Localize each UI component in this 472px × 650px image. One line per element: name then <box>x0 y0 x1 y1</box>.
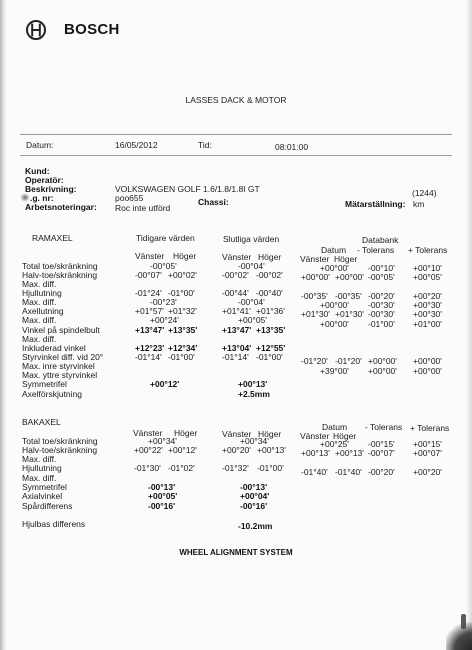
rear-plus-tolerance-header: + Tolerans <box>410 422 450 433</box>
front-final-value: +00°05' <box>238 315 267 326</box>
rear-previous-value: +00°34' <box>148 435 177 446</box>
front-measurement-label: Max. diff. <box>22 297 57 308</box>
rear-measurement-label: Hjullutning <box>22 463 62 474</box>
front-final-value: +2.5mm <box>238 388 270 399</box>
rear-measurement-label: Total toe/skränkning <box>22 435 98 446</box>
plus-tolerance-header: + Tolerans <box>408 245 448 255</box>
front-spec-right-value: +00°00' <box>335 271 364 282</box>
chassis-label: Chassi: <box>198 196 229 207</box>
rear-spec-right-value: +00°13' <box>335 447 364 458</box>
rear-previous-value: -00°13' <box>148 482 176 492</box>
front-final-left-value: -00°02' <box>222 269 249 280</box>
front-spec-left-value: +00°00' <box>301 271 330 282</box>
rear-measurement-label: Max. diff. <box>22 454 57 465</box>
front-previous-value: +00°12' <box>150 379 180 390</box>
rear-spec-right-header: Höger <box>333 430 357 441</box>
front-measurement-label: Max. yttre styrvinkel <box>22 370 98 381</box>
rear-previous-value: +00°05' <box>148 491 178 502</box>
work-notes-label: Arbetsnoteringar: <box>25 202 97 212</box>
rear-spec-value: +00°25' <box>320 438 349 449</box>
registration-label: .g. nr: <box>30 192 54 203</box>
rear-previous-left-value: -01°30' <box>134 463 161 474</box>
front-previous-value: -00°05' <box>150 260 177 271</box>
front-minus-tolerance-value: -00°30' <box>368 299 395 310</box>
rear-previous-right-header: Höger <box>174 427 198 438</box>
front-measurement-label: Max. diff. <box>22 333 57 344</box>
rear-plus-tolerance-value: +00°20' <box>413 466 442 477</box>
final-values-header: Slutliga värden <box>223 234 280 244</box>
rear-final-value: +00°04' <box>240 491 270 502</box>
wheelbase-diff-value: -10.2mm <box>238 520 273 531</box>
customer-label: Kund: <box>25 165 50 176</box>
front-spec-right-value: -01°20' <box>335 356 362 367</box>
vehicle-description: VOLKSWAGEN GOLF 1.6/1.8/1.8I GT <box>115 183 260 194</box>
odometer-label: Mätarställning: <box>345 199 406 209</box>
front-measurement-label: Axelförskjutning <box>22 388 83 399</box>
rear-plus-tolerance-value: +00°15' <box>413 438 442 449</box>
front-spec-right-value: +01°30' <box>335 309 364 320</box>
odometer-unit: km <box>413 199 425 209</box>
front-minus-tolerance-value: +00°00' <box>368 356 397 367</box>
rear-minus-tolerance-value: -00°07' <box>368 447 395 458</box>
front-final-right-value: -00°40' <box>256 287 283 298</box>
rear-final-value: -00°13' <box>240 482 268 492</box>
front-previous-left-value: -00°07' <box>135 269 162 280</box>
front-spec-value: +00°00' <box>320 299 349 310</box>
front-previous-right-value: -01°00' <box>168 352 195 362</box>
front-previous-right-value: -01°00' <box>168 287 195 298</box>
front-final-right-value: -01°00' <box>256 352 283 362</box>
system-footer: WHEEL ALIGNMENT SYSTEM <box>179 548 293 557</box>
front-measurement-label: Max. inre styrvinkel <box>22 361 95 372</box>
front-previous-right-value: +00°02' <box>168 269 197 280</box>
rear-plus-tolerance-value: +00°07' <box>413 447 442 458</box>
front-spec-right-value: -00°35' <box>335 290 362 301</box>
front-final-left-value: +13°04' <box>222 342 252 353</box>
front-previous-left-value: -01°14' <box>135 352 162 362</box>
front-measurement-label: Max. diff. <box>22 315 57 326</box>
rear-previous-right-value: -01°02' <box>168 463 195 474</box>
front-spec-left-value: -00°35' <box>301 290 328 301</box>
rear-final-right-value: -01°00' <box>257 463 284 474</box>
front-plus-tolerance-value: +00°30' <box>413 299 442 310</box>
front-previous-left-value: +12°23' <box>135 342 165 353</box>
front-previous-value: -00°23' <box>150 297 177 308</box>
front-final-right-value: -00°02' <box>256 269 283 280</box>
operator-label: Operatör: <box>25 174 64 185</box>
databank-code: (1244) <box>412 187 437 198</box>
rear-minus-tolerance-value: -00°20' <box>368 466 395 477</box>
front-minus-tolerance-value: -00°05' <box>368 271 395 282</box>
rear-previous-value: -00°16' <box>148 500 176 511</box>
rear-measurement-label: Symmetrifel <box>22 482 67 492</box>
rear-spec-left-header: Vänster <box>300 430 330 441</box>
front-previous-left-value: -01°24' <box>135 287 162 298</box>
brand-name: BOSCH <box>64 21 120 38</box>
front-plus-tolerance-value: +00°00' <box>413 356 442 367</box>
front-spec-value: +00°00' <box>320 262 349 273</box>
front-final-right-value: +12°55' <box>256 342 286 353</box>
front-axle-title: RAMAXEL <box>32 232 73 243</box>
front-plus-tolerance-value: +00°30' <box>413 309 442 320</box>
front-final-left-value: -00°44' <box>222 287 249 298</box>
previous-right-header: Höger <box>173 251 197 261</box>
rear-minus-tolerance-value: -00°15' <box>368 438 395 449</box>
time-value: 08:01:00 <box>275 142 309 152</box>
previous-left-header: Vänster <box>135 251 165 261</box>
date-label: Datum: <box>26 140 54 150</box>
front-minus-tolerance-value: +00°00' <box>368 365 397 376</box>
front-final-left-value: +13°47' <box>222 324 252 335</box>
rear-previous-left-header: Vänster <box>133 427 163 438</box>
final-right-header: Höger <box>258 252 282 262</box>
front-minus-tolerance-value: -00°10' <box>368 262 395 273</box>
previous-values-header: Tidigare värden <box>136 233 195 243</box>
rear-measurement-label: Spårdifferens <box>22 500 73 511</box>
front-measurement-label: Max. diff. <box>22 278 57 289</box>
front-previous-value: +00°24' <box>150 315 179 326</box>
minus-tolerance-header: - Tolerans <box>357 245 395 255</box>
front-minus-tolerance-value: -00°30' <box>368 309 395 320</box>
rear-final-left-value: +00°20' <box>222 444 251 455</box>
date-value: 16/05/2012 <box>115 140 158 150</box>
spec-right-header: Höger <box>334 253 358 264</box>
wheelbase-diff-label: Hjulbas differens <box>22 518 86 529</box>
front-measurement-label: Hjullutning <box>22 287 62 298</box>
front-previous-right-value: +12°34' <box>168 342 198 353</box>
front-measurement-label: Axellutning <box>22 306 64 317</box>
front-measurement-label: Vinkel på spindelbult <box>22 324 100 335</box>
description-label: Beskrivning: <box>25 183 77 194</box>
front-plus-tolerance-value: +01°00' <box>413 318 442 329</box>
front-plus-tolerance-value: +00°10' <box>413 262 442 273</box>
front-spec-value: +00°00' <box>320 318 349 329</box>
front-measurement-label: Halv-toe/skränkning <box>22 269 98 280</box>
rear-previous-right-value: +00°12' <box>168 444 197 455</box>
rear-axle-title: BAKAXEL <box>22 416 61 427</box>
front-measurement-label: Symmetrifel <box>22 379 67 390</box>
rear-minus-tolerance-header: - Tolerans <box>365 421 403 432</box>
rear-final-value: +00°34' <box>240 435 269 446</box>
rear-final-left-header: Vänster <box>222 428 252 439</box>
front-plus-tolerance-value: +00°05' <box>413 271 442 282</box>
front-minus-tolerance-value: -00°20' <box>368 290 395 301</box>
rear-measurement-label: Halv-toe/skränkning <box>22 444 98 455</box>
front-plus-tolerance-value: +00°20' <box>413 290 442 301</box>
time-label: Tid: <box>198 140 212 150</box>
front-plus-tolerance-value: +00°00' <box>413 365 442 376</box>
final-left-header: Vänster <box>222 252 252 262</box>
front-spec-value: +39°00' <box>320 365 349 376</box>
rear-spec-left-value: -01°40' <box>301 466 328 477</box>
rear-spec-date-header: Datum <box>322 421 348 432</box>
rear-final-right-value: +00°13' <box>257 444 286 455</box>
front-final-right-value: +13°35' <box>256 324 286 335</box>
front-previous-left-value: +01°57' <box>135 306 164 317</box>
rear-final-right-header: Höger <box>258 428 282 439</box>
rear-previous-left-value: +00°22' <box>134 444 163 455</box>
rear-measurement-label: Max. diff. <box>22 472 57 483</box>
front-spec-left-value: -01°20' <box>301 356 328 367</box>
databank-header: Databank <box>362 235 399 245</box>
front-measurement-label: Styrvinkel diff. vid 20° <box>22 352 104 362</box>
rear-spec-right-value: -01°40' <box>335 466 362 477</box>
front-final-left-value: -01°14' <box>222 352 249 362</box>
front-measurement-label: Inkluderad vinkel <box>22 342 86 353</box>
workshop-name: LASSES DACK & MOTOR <box>185 95 287 105</box>
front-previous-right-value: +01°32' <box>168 306 197 317</box>
spec-date-header: Datum <box>321 245 347 255</box>
front-final-right-value: +01°36' <box>256 306 285 317</box>
front-measurement-label: Total toe/skränkning <box>22 260 98 271</box>
rear-final-value: -00°16' <box>240 500 268 511</box>
front-minus-tolerance-value: -01°00' <box>368 318 395 329</box>
rear-measurement-label: Axialvinkel <box>22 491 63 502</box>
front-spec-left-value: +01°30' <box>301 309 330 320</box>
rear-final-left-value: -01°32' <box>222 463 249 474</box>
work-notes-value: Roc inte utförd <box>115 202 171 213</box>
front-final-value: +00°13' <box>238 379 268 390</box>
spec-left-header: Vänster <box>300 253 330 264</box>
front-final-value: -00°04' <box>238 297 265 308</box>
front-previous-right-value: +13°35' <box>168 324 198 335</box>
front-final-left-value: +01°41' <box>222 306 251 317</box>
rear-spec-left-value: +00°13' <box>301 447 330 458</box>
front-previous-left-value: +13°47' <box>135 324 165 335</box>
front-final-value: -00°04' <box>238 260 265 271</box>
registration-value: poo655 <box>115 193 144 203</box>
